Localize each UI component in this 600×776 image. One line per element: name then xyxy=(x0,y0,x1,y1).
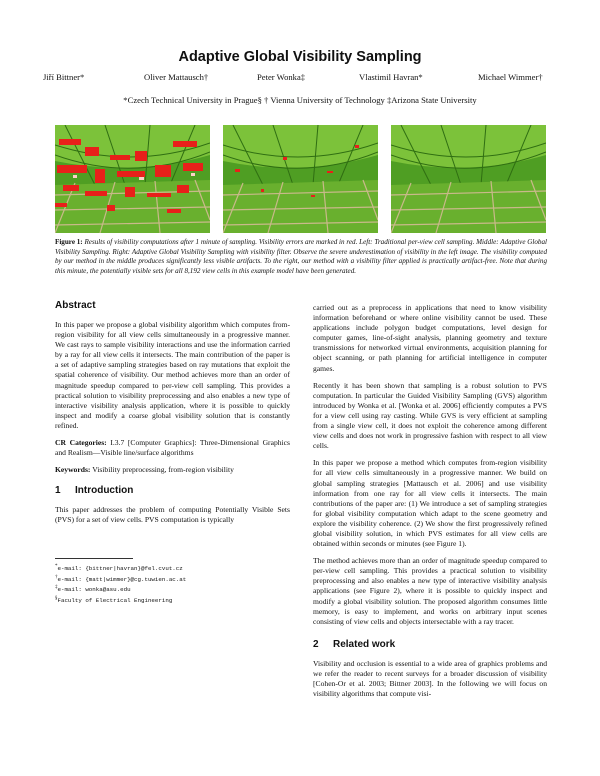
footnote-2: †e-mail: {matt|wimmer}@cg.tuwien.ac.at xyxy=(55,574,187,583)
footnote-1: *e-mail: {bittner|havran}@fel.cvut.cz xyxy=(55,564,183,572)
paper-title: Adaptive Global Visibility Sampling xyxy=(178,49,422,65)
related-paragraph-1: Visibility and occlusion is essential to a wide area of graphics problems and we refer the reader to recent surveys for a broader discussion of visibility [Cohen-Or et al. 2003; Bittner 2003]. In the following we will focus on visibility algorithms that compute visi- xyxy=(313,658,547,699)
left-column xyxy=(55,300,290,526)
affiliations: *Czech Technical University in Prague§ † Vienna University of Technology ‡Arizona State University xyxy=(123,95,477,105)
figure-panel-visibility-filter xyxy=(391,125,546,233)
cr-categories: CR Categories: I.3.7 [Computer Graphics]: Three-Dimensional Graphics and Realism—Visible line/surface algorithms xyxy=(55,438,290,458)
keywords: Keywords: Visibility preprocessing, from-region visibility xyxy=(55,465,234,475)
author-2: Oliver Mattausch† xyxy=(144,72,209,82)
caption-text: Results of visibility computations after 1 minute of sampling. Visibility errors are marked in red. Left: Traditional per-view cell sampling. Middle: Adaptive Global Visibility Sampling. Right: Adaptive Global Visibility Sampling with visibility filter. Observe the severe underestimation of visibility in the left image. The visibility computed by our method in the middle produces significantly less visible artifacts. To the right, our method with a visibility filter applied is practically artifact-free. Note that during this minute, the potentially visible sets for all 8,192 view cells in this example model have been generated. xyxy=(55,238,547,275)
intro-paragraph-1b: carried out as a preprocess in applications that need to know visibility information beforehand or where online visibility cannot be used. These applications include polygon budget computations, level design for computer games, line-of-sight analysis, planning geometry and texture transmissions for networked virtual environments, acquisition planning for object scanning, or path planning for artificial intelligence in computer games. xyxy=(313,303,547,373)
intro-paragraph-3: In this paper we propose a method which computes from-region visibility for all view cells simultaneously in a progressive manner. We build on global sampling strategies [Mattausch et al. 2006] and use visibility information from one ray for all view cells it intersects. The main contributions of the paper are: (1) We introduce a set of sampling strategies for global visibility computation which adapt to the scene geometry and explore the visibility coherence. (2) We show the first progressively refined global visibility solution, in which PVS estimates for all view cells are obtained within seconds or minutes (see Figure 1). xyxy=(313,458,547,549)
intro-heading: 1 Introduction xyxy=(55,485,134,497)
figure-panel-per-view-cell xyxy=(55,125,210,233)
abstract-heading: Abstract xyxy=(55,300,96,311)
render-image-right xyxy=(391,125,546,233)
render-image-middle xyxy=(223,125,378,233)
author-5: Michael Wimmer† xyxy=(478,72,543,82)
caption-lead: Figure 1: xyxy=(55,238,83,246)
figure-caption xyxy=(55,238,547,276)
abstract-text: In this paper we propose a global visibility algorithm which computes from-region visibility for all view cells simultaneously in a progressive manner. We cast rays to sample visibility interactions and use the information carried by a ray for all view cells it intersects. The main contribution of the paper is a set of adaptive sampling strategies based on ray mutations that exploit the spatial coherence of visibility. Our method achieves more than an order of magnitude speedup compared to per-view cell sampling. This provides a practical solution to visibility preprocessing and also enables a new type of interactive visibility analysis application, where it is possible to quickly inspect and modify a coarse global visibility solution that is constantly refined. xyxy=(55,320,290,430)
intro-paragraph-4: The method achieves more than an order of magnitude speedup compared to per-view cell sampling. This provides a practical solution to visibility preprocessing and also enables a new type of interactive visibility analysis applications (see Figure 2), where it is possible to quickly inspect and modify a global visibility solution. The proposed algorithm consumes little memory, is easy to implement, and works on arbitrary input scenes consisting of view cells and objects intersectable with a ray tracer. xyxy=(313,556,547,626)
footnote-3: ‡e-mail: wonka@asu.edu xyxy=(55,585,131,593)
footnote-4: §Faculty of Electrical Engineering xyxy=(55,595,173,604)
related-heading: 2 Related work xyxy=(313,638,396,650)
footnotes xyxy=(55,558,290,605)
author-4: Vlastimil Havran* xyxy=(359,72,423,82)
figure-panel-adaptive-sampling xyxy=(223,125,378,233)
right-column xyxy=(313,303,547,699)
intro-paragraph-2: Recently it has been shown that sampling is a robust solution to PVS computation. In particular the Guided Visibility Sampling (GVS) algorithm introduced by Wonka et al. [Wonka et al. 2006] efficiently computes a PVS for a view cell using ray casting. While GVS is very efficient at sampling from a single view cell, it does not exploit the coherence among different view cells and does not work in progressive fashion with respect to all view cells. xyxy=(313,380,547,451)
intro-paragraph-1a: This paper addresses the problem of computing Potentially Visible Sets (PVS) for a set of view cells. PVS computation is typically xyxy=(55,505,290,525)
figure-1 xyxy=(55,125,546,233)
author-3: Peter Wonka‡ xyxy=(257,72,306,82)
render-image-left xyxy=(55,125,210,233)
author-1: Jiří Bittner* xyxy=(43,72,85,82)
